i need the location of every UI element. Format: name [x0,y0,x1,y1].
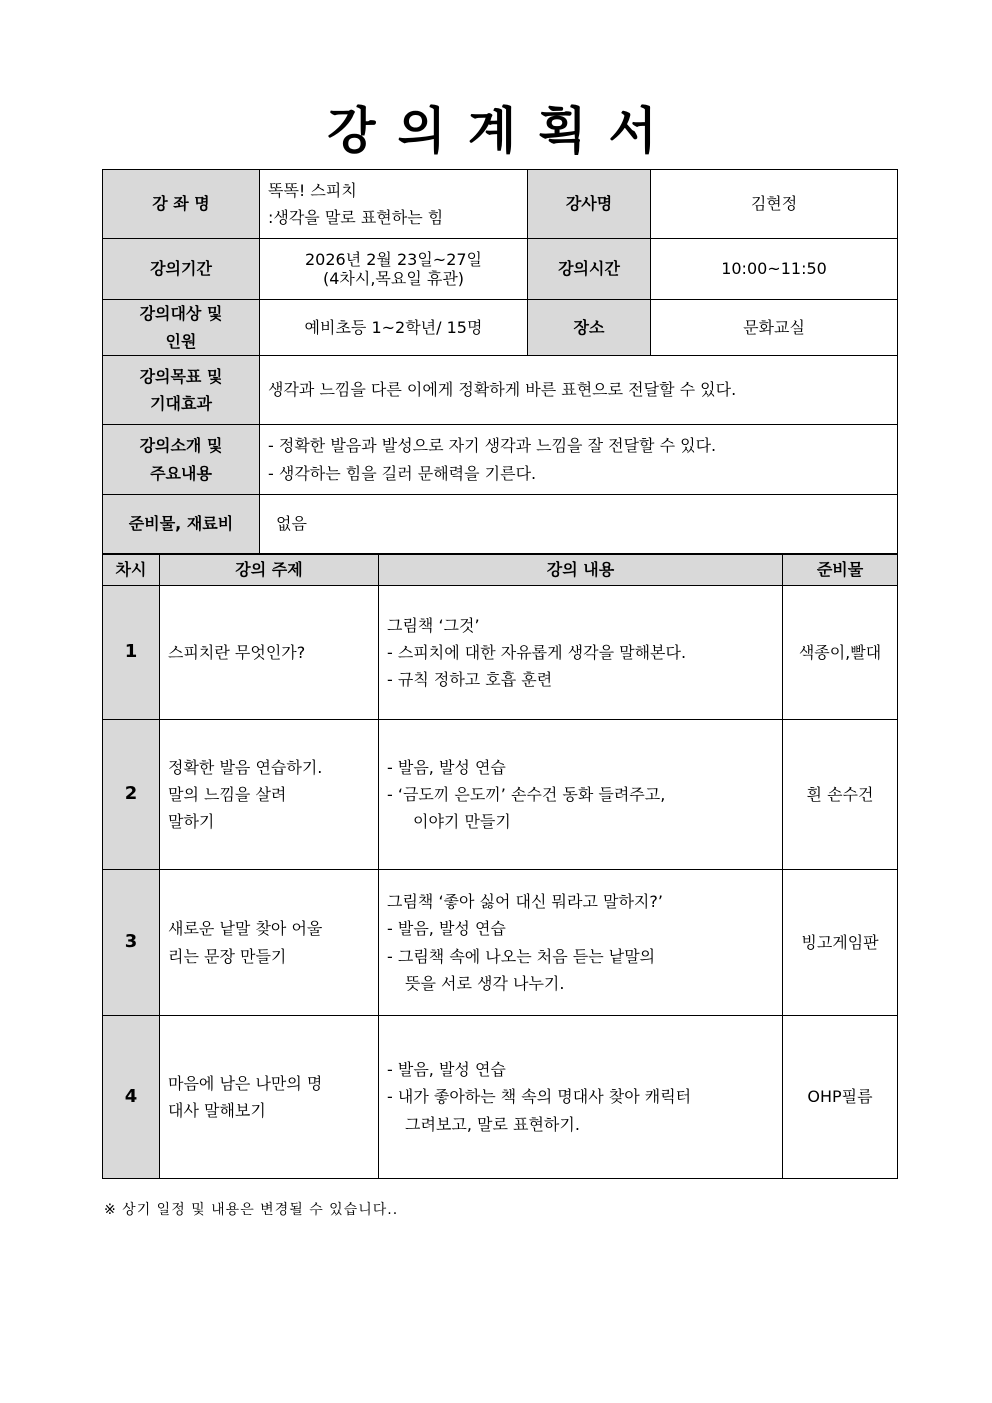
session-prep: OHP필름 [783,1016,898,1179]
header-prep: 준비물 [783,555,898,586]
session-topic: 스피치란 무엇인가? [160,586,379,720]
instructor-label: 강사명 [528,170,651,239]
goal-value: 생각과 느낌을 다른 이에게 정확하게 바른 표현으로 전달할 수 있다. [260,356,898,425]
header-topic: 강의 주제 [160,555,379,586]
period-value: 2026년 2월 23일~27일 (4차시,목요일 휴관) [260,239,528,300]
session-content: - 발음, 발성 연습 - 내가 좋아하는 책 속의 명대사 찾아 캐릭터 그려보고, 말로 표현하기. [379,1016,783,1179]
session-topic: 정확한 발음 연습하기. 말의 느낌을 살려 말하기 [160,720,379,870]
header-session: 차시 [103,555,160,586]
intro-label: 강의소개 및 주요내용 [103,425,260,495]
target-label: 강의대상 및 인원 [103,300,260,356]
course-info-table [102,169,898,554]
materials-value: 없음 [260,495,898,554]
schedule-table [102,554,898,1179]
table-row [103,870,898,1016]
session-number: 3 [103,870,160,1016]
place-label: 장소 [528,300,651,356]
materials-label: 준비물, 재료비 [103,495,260,554]
table-row [103,720,898,870]
time-label: 강의시간 [528,239,651,300]
session-prep: 색종이,빨대 [783,586,898,720]
course-name-label: 강 좌 명 [103,170,260,239]
table-row [103,1016,898,1179]
session-prep: 빙고게임판 [783,870,898,1016]
session-topic: 새로운 낱말 찾아 어울 리는 문장 만들기 [160,870,379,1016]
header-content: 강의 내용 [379,555,783,586]
session-number: 2 [103,720,160,870]
session-number: 1 [103,586,160,720]
target-value: 예비초등 1~2학년/ 15명 [260,300,528,356]
session-content: 그림책 ‘그것’ - 스피치에 대한 자유롭게 생각을 말해본다. - 규칙 정하고 호흡 훈련 [379,586,783,720]
footnote: ※ 상기 일정 및 내용은 변경될 수 있습니다.. [104,1202,399,1218]
instructor-value: 김현정 [651,170,898,239]
goal-label: 강의목표 및 기대효과 [103,356,260,425]
session-content: 그림책 ‘좋아 싫어 대신 뭐라고 말하지?’ - 발음, 발성 연습 - 그림책 속에 나오는 처음 듣는 낱말의 뜻을 서로 생각 나누기. [379,870,783,1016]
session-content: - 발음, 발성 연습 - ‘금도끼 은도끼’ 손수건 동화 들려주고, 이야기 만들기 [379,720,783,870]
table-row [103,586,898,720]
time-value: 10:00~11:50 [651,239,898,300]
session-number: 4 [103,1016,160,1179]
course-name-value: 똑똑! 스피치 :생각을 말로 표현하는 힘 [260,170,528,239]
page-title: 강의계획서 [327,102,679,160]
place-value: 문화교실 [651,300,898,356]
session-prep: 흰 손수건 [783,720,898,870]
intro-value: - 정확한 발음과 발성으로 자기 생각과 느낌을 잘 전달할 수 있다. - 생각하는 힘을 길러 문해력을 기른다. [260,425,898,495]
session-topic: 마음에 남은 나만의 명 대사 말해보기 [160,1016,379,1179]
period-label: 강의기간 [103,239,260,300]
